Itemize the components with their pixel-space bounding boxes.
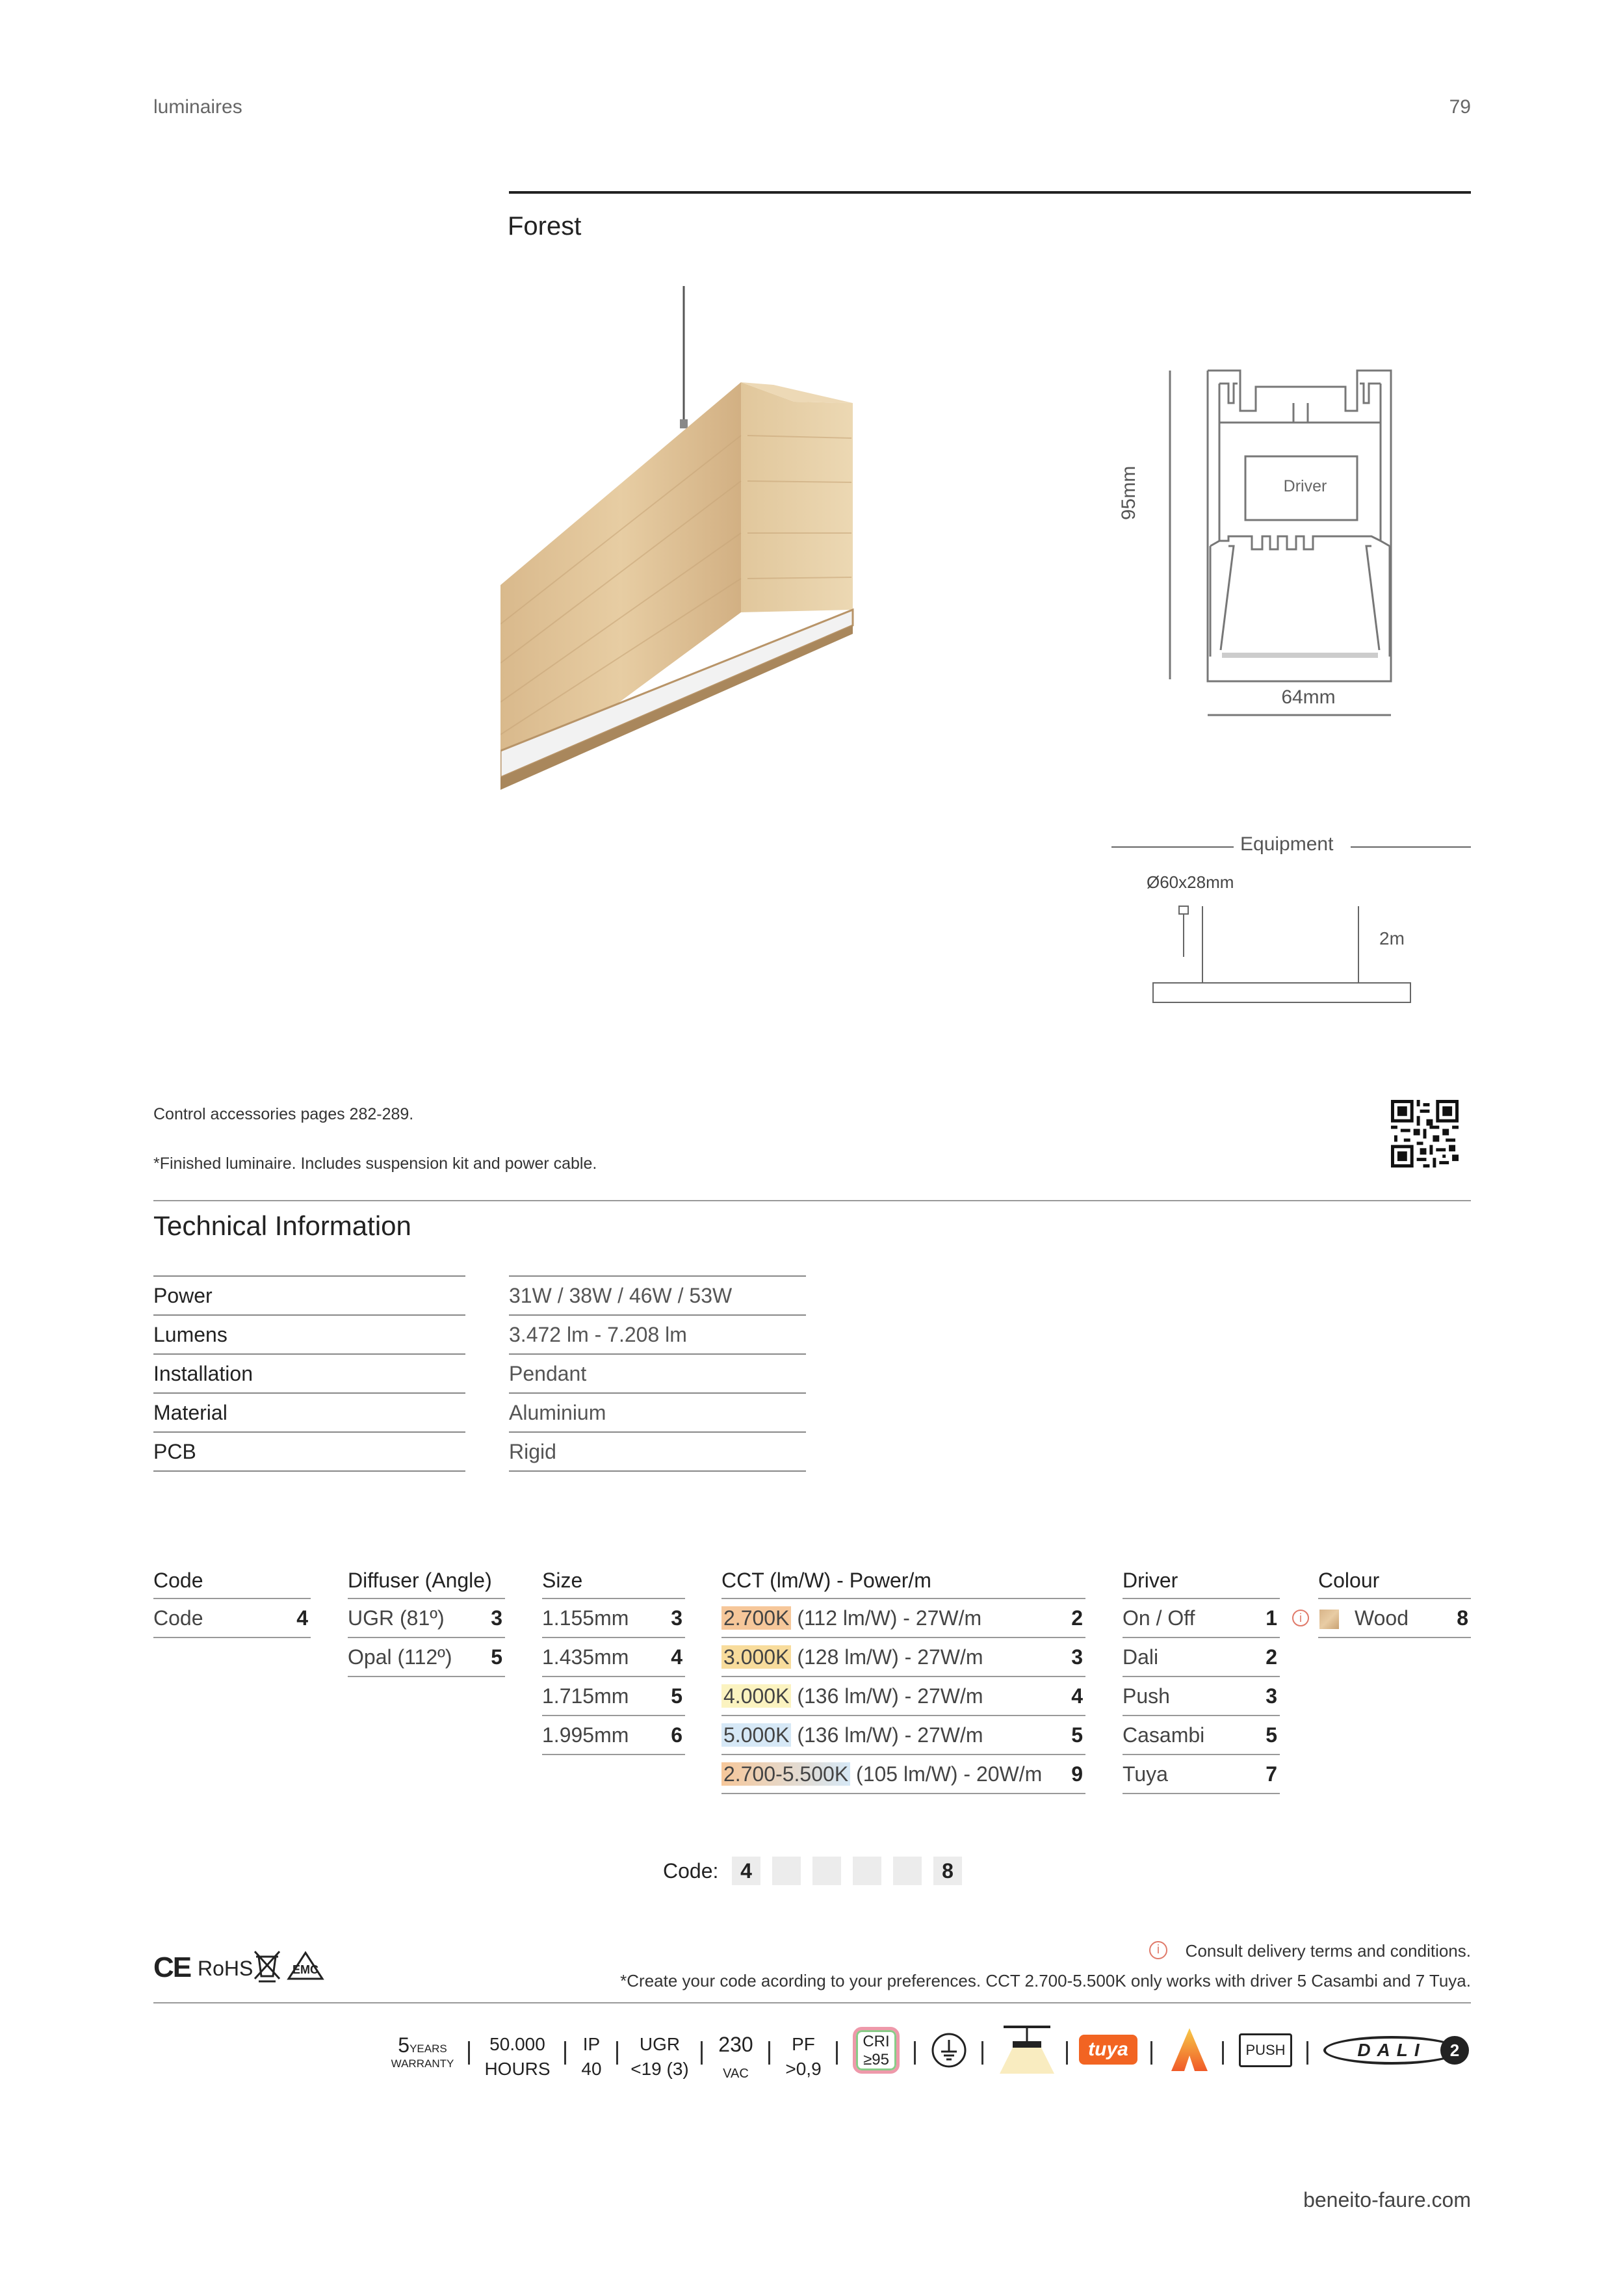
cct-option-2700[interactable]: 2.700K (112 lm/W) - 27W/m 2 [721, 1599, 1085, 1638]
cct-option-3000[interactable]: 3.000K (128 lm/W) - 27W/m 3 [721, 1638, 1085, 1677]
ip-badge: IP 40 [581, 2034, 602, 2079]
size-option-1715[interactable]: 1.715mm 5 [542, 1677, 685, 1716]
cct-swatch-2700: 2.700K [721, 1606, 791, 1630]
badge-separator [1150, 2041, 1152, 2065]
badge-separator [564, 2041, 566, 2065]
header-section: luminaires [153, 96, 242, 118]
cable-length: 2m [1379, 928, 1405, 948]
width-dimension: 64mm [1281, 686, 1336, 708]
driver-option-dali[interactable]: Dali 2 [1123, 1638, 1280, 1677]
cross-section-drawing [1131, 351, 1417, 728]
ce-mark-icon: CE [153, 1951, 191, 1983]
code-slot-6: 8 [933, 1857, 962, 1885]
code-slot-5[interactable] [893, 1857, 922, 1885]
diffuser-column-header: Diffuser (Angle) [348, 1563, 505, 1599]
height-dimension: 95mm [1118, 465, 1139, 520]
hours-badge: 50.000 HOURS [484, 2034, 551, 2079]
size-column-header: Size [542, 1563, 685, 1599]
accessories-note: Control accessories pages 282-289. [153, 1105, 414, 1123]
wood-swatch-icon [1319, 1610, 1339, 1629]
website-link[interactable]: beneito-faure.com [1303, 2188, 1471, 2211]
badge-separator [836, 2041, 838, 2065]
page-number: 79 [1449, 96, 1471, 118]
diffuser-option-opal[interactable]: Opal (112º) 5 [348, 1638, 505, 1677]
badge-separator [1066, 2041, 1068, 2065]
tech-label-material: Material [153, 1394, 465, 1433]
ground-earth-icon [931, 2032, 967, 2068]
tech-value-material: Aluminium [509, 1394, 806, 1433]
dali-logo: DALI [1323, 2036, 1460, 2065]
pf-badge: PF >0,9 [785, 2034, 822, 2079]
qr-code[interactable] [1391, 1100, 1459, 1168]
tech-label-pcb: PCB [153, 1433, 465, 1472]
cct-option-4000[interactable]: 4.000K (136 lm/W) - 27W/m 4 [721, 1677, 1085, 1716]
equipment-rule-left [1111, 846, 1234, 848]
cct-swatch-3000: 3.000K [721, 1645, 791, 1669]
code-slot-2[interactable] [772, 1857, 801, 1885]
badge-separator [768, 2041, 770, 2065]
push-badge: PUSH [1239, 2033, 1292, 2067]
equipment-diameter: Ø60x28mm [1147, 872, 1234, 892]
size-option-1155[interactable]: 1.155mm 3 [542, 1599, 685, 1638]
cct-column-header: CCT (lm/W) - Power/m [721, 1563, 1085, 1599]
pendant-light-icon [998, 2023, 1056, 2075]
colour-option-wood[interactable]: Wood 8 [1318, 1599, 1471, 1638]
product-image [500, 286, 864, 793]
technical-title: Technical Information [153, 1210, 411, 1241]
rohs-mark: RoHS [198, 1957, 253, 1980]
code-slot-1: 4 [732, 1857, 760, 1885]
tech-value-installation: Pendant [509, 1355, 806, 1394]
driver-option-casambi[interactable]: Casambi 5 [1123, 1716, 1280, 1755]
tech-label-power: Power [153, 1277, 465, 1316]
equipment-drawing [1150, 905, 1417, 1009]
tech-value-power: 31W / 38W / 46W / 53W [509, 1277, 806, 1316]
tech-value-pcb: Rigid [509, 1433, 806, 1472]
tech-label-lumens: Lumens [153, 1316, 465, 1355]
size-option-1435[interactable]: 1.435mm 4 [542, 1638, 685, 1677]
code-builder-label: Code: [663, 1859, 719, 1883]
badge-separator [701, 2041, 703, 2065]
finished-note: *Finished luminaire. Includes suspension kit and power cable. [153, 1155, 597, 1173]
product-title: Forest [508, 212, 582, 241]
info-icon: i [1292, 1610, 1309, 1626]
badge-separator [468, 2041, 470, 2065]
tech-value-lumens: 3.472 lm - 7.208 lm [509, 1316, 806, 1355]
equipment-title: Equipment [1240, 833, 1334, 855]
delivery-info-icon: i [1149, 1941, 1167, 1959]
footnote-divider [153, 2002, 1471, 2003]
driver-option-push[interactable]: Push 3 [1123, 1677, 1280, 1716]
badge-separator [616, 2041, 618, 2065]
ugr-badge: UGR <19 (3) [630, 2034, 689, 2079]
colour-column-header: Colour [1318, 1563, 1471, 1599]
code-column-header: Code [153, 1563, 311, 1599]
badge-separator [914, 2041, 916, 2065]
badge-separator [1306, 2041, 1308, 2065]
cct-swatch-4000: 4.000K [721, 1684, 791, 1708]
diffuser-option-ugr[interactable]: UGR (81º) 3 [348, 1599, 505, 1638]
section-divider [153, 1200, 1471, 1201]
title-rule [509, 191, 1471, 194]
code-slot-4[interactable] [853, 1857, 881, 1885]
cct-option-tunable[interactable]: 2.700-5.500K (105 lm/W) - 20W/m 9 [721, 1755, 1085, 1794]
equipment-rule-right [1351, 846, 1471, 848]
driver-column-header: Driver [1123, 1563, 1280, 1599]
code-option[interactable]: Code 4 [153, 1599, 311, 1638]
driver-option-tuya[interactable]: Tuya 7 [1123, 1755, 1280, 1794]
driver-option-onoff[interactable]: On / Off 1 [1123, 1599, 1280, 1638]
code-slot-3[interactable] [812, 1857, 841, 1885]
cct-option-5000[interactable]: 5.000K (136 lm/W) - 27W/m 5 [721, 1716, 1085, 1755]
voltage-badge: 230 VAC [718, 2033, 753, 2081]
badge-separator [981, 2041, 983, 2065]
dali-version-badge: 2 [1440, 2036, 1469, 2065]
driver-label: Driver [1283, 477, 1327, 495]
create-code-note: *Create your code acording to your preferences. CCT 2.700-5.500K only works with driver 5 Casambi and 7 Tuya. [620, 1971, 1471, 1990]
emc-mark-text: EMC [292, 1963, 318, 1976]
casambi-logo-icon [1170, 2027, 1209, 2072]
warranty-badge: 5YEARS WARRANTY [391, 2033, 454, 2070]
weee-bin-icon [252, 1949, 282, 1983]
cri-badge: CRI ≥95 [853, 2027, 900, 2074]
delivery-note: Consult delivery terms and conditions. [1185, 1941, 1471, 1961]
badge-separator [1222, 2041, 1224, 2065]
cct-swatch-tunable: 2.700-5.500K [721, 1762, 850, 1786]
size-option-1995[interactable]: 1.995mm 6 [542, 1716, 685, 1755]
cct-swatch-5000: 5.000K [721, 1723, 791, 1747]
tech-label-installation: Installation [153, 1355, 465, 1394]
tuya-logo: tuya [1079, 2035, 1137, 2065]
